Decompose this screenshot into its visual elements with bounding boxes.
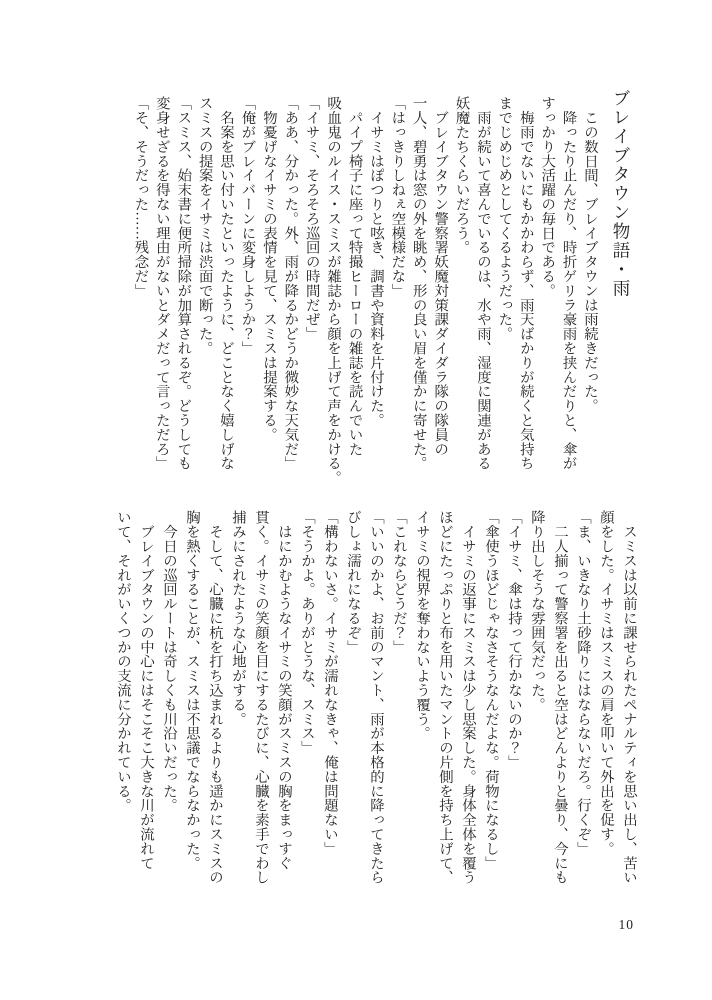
text-line: スミスの提案をイサミは渋面で断った。 — [196, 96, 213, 356]
text-line: パイプ椅子に座って特撮ヒーローの雑誌を読んでいた — [346, 96, 363, 456]
text-line: 雨が続いて喜んでいるのは、水や雨、湿度に関連がある — [474, 96, 491, 471]
text-line: イサミの視界を奪わないよう覆う。 — [414, 510, 430, 741]
text-line: すっかり大活躍の毎日である。 — [539, 96, 556, 298]
page-number: 10 — [618, 917, 634, 932]
text-line: 吸血鬼のルイス・スミスが雑誌から顔を上げて声をかける。 — [325, 96, 342, 485]
text-line: 「傘使うほどじゃなさそうなんだよな。荷物になるし」 — [483, 510, 499, 870]
text-line: までじめじめとしてくるようだった。 — [496, 96, 513, 341]
text-line: はにかむようなイサミの笑顔がスミスの胸をまっすぐ — [276, 510, 292, 870]
text-line: 梅雨でないにもかかわらず、雨天ばかりが続くと気持ち — [517, 96, 534, 471]
text-line: 名案を思い付いたといったように、どことなく嬉しげな — [218, 96, 235, 471]
upper-text-block — [129, 89, 642, 493]
text-line: 妖魔たちくらいだろう。 — [453, 96, 470, 255]
text-line: スミスは以前に課せられたペナルティを思い出し、苦い — [621, 510, 637, 885]
text-line: 貫く。イサミの笑顔を目にするたびに、心臓を素手でわし — [253, 510, 269, 885]
text-line: ほどにたっぷりと布を用いたマントの片側を持ち上げて、 — [437, 510, 453, 885]
text-line: 「はっきりしねぇ空模様だな」 — [389, 96, 406, 298]
text-line: 「そ、そうだった……残念だ」 — [132, 96, 149, 298]
text-line: ブレイブタウン警察署妖魔対策課ダイダラ隊の隊員の — [432, 96, 449, 456]
text-line: 「ま、いきなり土砂降りにはならないだろ。行くぞ」 — [575, 510, 591, 856]
text-line: 二人揃って警察署を出ると空はどんよりと曇り、今にも — [552, 510, 568, 885]
text-line: 「イサミ、傘は持って行かないのか？」 — [506, 510, 522, 770]
page-title: ブレイブタウン物語・雨 — [611, 89, 631, 298]
text-line: 胸を熱くすることが、スミスは不思議でならなかった。 — [184, 510, 200, 870]
text-line: 「スミス、始末書に便所掃除が加算されるぞ。どうしても — [175, 96, 192, 471]
text-line: 「俺がブレイバーンに変身しようか？」 — [239, 96, 256, 356]
text-line: この数日間、ブレイブタウンは雨続きだった。 — [582, 96, 598, 413]
text-line: 降ったり止んだり、時折ゲリラ豪雨を挟んだりと、傘が — [560, 96, 577, 471]
text-line: 顔をした。イサミはスミスの肩を叩いて外出を促す。 — [598, 510, 614, 856]
text-line: ブレイブタウンの中心にはそこそこ大きな川が流れて — [138, 510, 154, 870]
text-line: 変身せざるを得ない理由がないとダメだって言っただろ」 — [153, 96, 170, 471]
text-line: 降り出しそうな雰囲気だった。 — [529, 510, 545, 712]
text-line: びしょ濡れになるぞ」 — [345, 510, 361, 654]
text-line: イサミはぽつりと呟き、調書や資料を片付けた。 — [367, 96, 384, 428]
text-line: 「構わないさ。イサミが濡れなきゃ、俺は問題ない」 — [322, 510, 338, 856]
text-line: そして、心臓に杭を打ち込まれるよりも遥かにスミスの — [207, 510, 223, 885]
text-line: 捕みにされたような心地がする。 — [230, 510, 246, 726]
text-line: 「ああ、分かった。外、雨が降るかどうか微妙な天気だ」 — [282, 96, 299, 471]
text-line: 「イサミ、そろそろ巡回の時間だぜ」 — [303, 96, 320, 341]
text-line: 今日の巡回ルートは奇しくも川沿いだった。 — [161, 510, 177, 813]
text-line: 「これならどうだ？」 — [391, 510, 407, 654]
text-line: 「いいのかよ、お前のマント、雨が本格的に降ってきたら — [368, 510, 384, 885]
text-line: いて、それがいくつかの支流に分かれている。 — [115, 510, 131, 813]
text-line: イサミの返事にスミスは少し思案した。身体全体を覆う — [460, 510, 476, 885]
text-line: 物憂げなイサミの表情を見て、スミスは提案する。 — [260, 96, 277, 442]
text-line: 一人、碧勇は窓の外を眺め、形の良い眉を僅かに寄せた。 — [410, 96, 427, 471]
lower-text-block — [111, 507, 640, 911]
text-line: 「そうかよ。ありがとうな、スミス」 — [299, 510, 315, 755]
